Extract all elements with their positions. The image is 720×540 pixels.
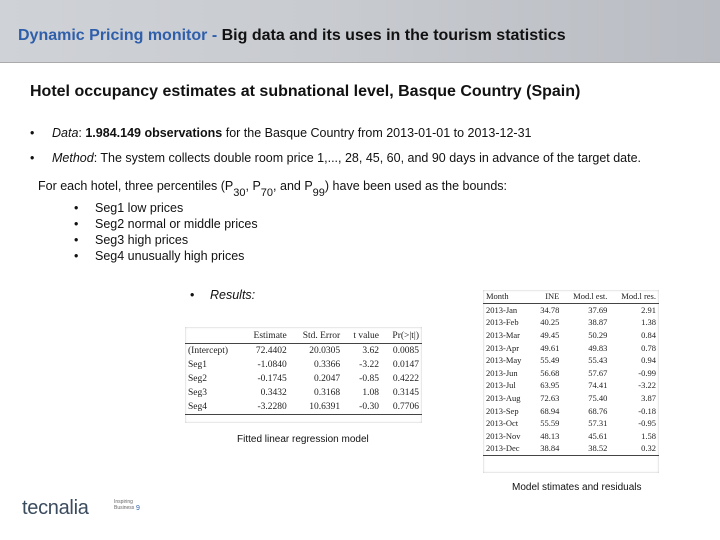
table-header	[185, 329, 242, 344]
header-title-topic: Big data and its uses in the tourism statistics	[221, 27, 566, 44]
table-cell: 2013-Nov	[486, 430, 521, 441]
table-header-row	[185, 329, 422, 344]
table-header: Mod.l res.	[621, 291, 656, 302]
table-cell: 3.62	[362, 346, 379, 356]
bullet-dot: •	[190, 288, 195, 302]
table-cell: 63.95	[540, 380, 560, 391]
table-row	[483, 341, 659, 354]
table-header: INE	[545, 291, 560, 302]
table-cell: -1.0840	[257, 360, 287, 370]
bullet-dot: •	[30, 151, 35, 165]
percentiles-post: ) have been used as the bounds:	[324, 179, 508, 193]
list-item	[74, 248, 258, 264]
table-cell: 2013-Aug	[486, 393, 521, 404]
table-row	[483, 392, 659, 405]
residuals-table	[483, 290, 659, 473]
table-row	[483, 329, 659, 342]
table-cell: 2013-Mar	[486, 330, 520, 341]
bullet-method-text: : The system collects double room price 1,..., 28, 45, 60, and 90 days in advance of the target date.	[93, 151, 642, 165]
table-cell: 0.84	[641, 330, 656, 341]
table-cell: 50.29	[588, 330, 608, 341]
table-cell: 2013-May	[486, 355, 522, 366]
table-cell: 0.78	[641, 342, 656, 353]
table-cell: 0.3168	[314, 388, 341, 398]
list-item	[74, 232, 258, 248]
bullet-data-text: for the Basque Country from 2013-01-01 to 2013-12-31	[222, 126, 532, 140]
table-cell: Seg3	[188, 388, 207, 398]
logo-wordmark: tecnalia	[22, 497, 89, 519]
header-title	[18, 27, 566, 45]
table-cell: 49.61	[540, 342, 560, 353]
table-cell: -3.22	[359, 360, 379, 370]
regression-table	[185, 327, 422, 423]
table-cell: Seg1	[188, 360, 207, 370]
table-row	[483, 430, 659, 443]
segment-text: Seg2 normal or middle prices	[95, 217, 258, 231]
table-cell: 0.0085	[392, 346, 419, 356]
segment-list	[74, 200, 258, 264]
regression-caption: Fitted linear regression model	[237, 434, 369, 445]
table-cell: 34.78	[540, 304, 560, 315]
table-cell: 1.08	[362, 388, 379, 398]
table-cell: 74.41	[588, 380, 608, 391]
table-cell: 55.49	[540, 355, 560, 366]
table-header: Std. Error	[302, 331, 341, 341]
bullet-dot: •	[74, 201, 79, 215]
table-cell: 2013-Sep	[486, 405, 519, 416]
table-cell: 38.87	[588, 317, 608, 328]
percentile-sub-70: 70	[260, 187, 274, 199]
list-item	[74, 200, 258, 216]
table-cell: 0.3366	[314, 360, 341, 370]
table-header: Pr(>|t|)	[392, 331, 419, 341]
table-header: Month	[486, 291, 509, 302]
table-cell: 1.58	[641, 430, 656, 441]
table-cell: 72.4402	[255, 346, 287, 356]
table-cell: 0.94	[641, 355, 656, 366]
table-cell: -0.95	[638, 418, 656, 429]
table-cell: 37.69	[588, 304, 608, 315]
percentile-sub-30: 30	[233, 187, 246, 199]
table-cell: 2.91	[641, 304, 656, 315]
table-row	[483, 417, 659, 430]
table-cell: 72.63	[540, 393, 560, 404]
logo-tagline: Inspiring Business	[114, 499, 135, 511]
table-cell: 0.0147	[392, 360, 419, 370]
table-cell: 38.52	[588, 443, 608, 454]
table-cell: (Intercept)	[188, 346, 229, 356]
slide-title: Hotel occupancy estimates at subnational level, Basque Country (Spain)	[30, 83, 581, 100]
table-row	[483, 367, 659, 380]
table-cell: 49.45	[540, 330, 560, 341]
header-bar	[0, 0, 720, 63]
table-cell: 75.40	[588, 393, 608, 404]
table-cell: 49.83	[588, 342, 608, 353]
table-row	[185, 386, 422, 400]
percentiles-pre: For each hotel, three percentiles (P	[38, 179, 234, 193]
table-row	[483, 316, 659, 329]
table-cell: 2013-Jul	[486, 380, 516, 391]
residuals-caption: Model stimates and residuals	[512, 482, 642, 493]
table-header: Mod.l est.	[573, 291, 608, 302]
table-cell: -0.85	[359, 374, 379, 384]
table-cell: 57.67	[588, 367, 608, 378]
bullet-dot: •	[30, 126, 35, 140]
table-cell: 2013-Jun	[486, 367, 518, 378]
table-cell: 40.25	[540, 317, 560, 328]
table-cell: 2013-Dec	[486, 443, 520, 454]
bullet-data-label: Data	[52, 126, 79, 140]
bullet-dot: •	[74, 249, 79, 263]
table-cell: -3.2280	[257, 402, 287, 412]
table-row	[185, 358, 422, 372]
table-row	[483, 404, 659, 417]
percentiles-mid1: , P	[245, 179, 261, 193]
table-cell: 2013-Oct	[486, 418, 519, 429]
table-row	[185, 344, 422, 359]
results-text: Results:	[210, 288, 256, 302]
table-cell: 0.3145	[392, 388, 419, 398]
bullet-method-label: Method	[52, 151, 94, 165]
segment-text: Seg4 unusually high prices	[95, 249, 245, 263]
table-row	[185, 400, 422, 415]
table-cell: 2013-Apr	[486, 342, 520, 353]
segment-text: Seg1 low prices	[95, 201, 184, 215]
table-cell: 57.31	[588, 418, 608, 429]
results-label	[190, 288, 255, 302]
table-cell: -0.30	[359, 402, 379, 412]
bullet-data	[30, 126, 531, 140]
bullet-data-colon: :	[78, 126, 86, 140]
bullet-method	[30, 151, 641, 165]
table-row	[483, 442, 659, 455]
table-header-row	[483, 290, 659, 303]
table-cell: 0.3432	[260, 388, 287, 398]
table-cell: 0.7706	[392, 402, 419, 412]
bullet-dot: •	[74, 233, 79, 247]
table-cell: 3.87	[641, 393, 656, 404]
segment-text: Seg3 high prices	[95, 233, 189, 247]
table-cell: 20.0305	[309, 346, 341, 356]
table-cell: Seg2	[188, 374, 207, 384]
header-title-prefix: Dynamic Pricing monitor -	[18, 27, 222, 44]
table-cell: 0.2047	[314, 374, 341, 384]
table-cell: -3.22	[638, 380, 656, 391]
table-cell: 0.4222	[392, 374, 419, 384]
page-number: 9	[136, 505, 140, 512]
table-header: t value	[353, 331, 379, 341]
table-cell: 55.59	[540, 418, 560, 429]
bullet-data-strong: 1.984.149 observations	[85, 126, 223, 140]
table-cell: 2013-Jan	[486, 304, 518, 315]
list-item	[74, 216, 258, 232]
table-row	[483, 354, 659, 367]
table-cell: 55.43	[588, 355, 608, 366]
table-cell: -0.99	[638, 367, 656, 378]
table-cell: 56.68	[540, 367, 560, 378]
table-row	[483, 379, 659, 392]
table-header: Estimate	[253, 331, 287, 341]
table-cell: 0.32	[641, 443, 656, 454]
table-cell: -0.1745	[257, 374, 287, 384]
table-cell: 45.61	[588, 430, 608, 441]
table-cell: 38.84	[540, 443, 560, 454]
table-cell: -0.18	[638, 405, 656, 416]
bullet-dot: •	[74, 217, 79, 231]
table-cell: 48.13	[540, 430, 560, 441]
table-cell: 1.38	[641, 317, 656, 328]
table-cell: Seg4	[188, 402, 207, 412]
table-row	[185, 372, 422, 386]
table-cell: 10.6391	[309, 402, 341, 412]
table-cell: 68.94	[540, 405, 560, 416]
percentiles-mid2: , and P	[273, 179, 313, 193]
table-row	[483, 303, 659, 316]
table-cell: 2013-Feb	[486, 317, 519, 328]
table-cell: 68.76	[588, 405, 608, 416]
percentiles-text	[38, 179, 508, 199]
percentile-sub-99: 99	[312, 187, 325, 199]
